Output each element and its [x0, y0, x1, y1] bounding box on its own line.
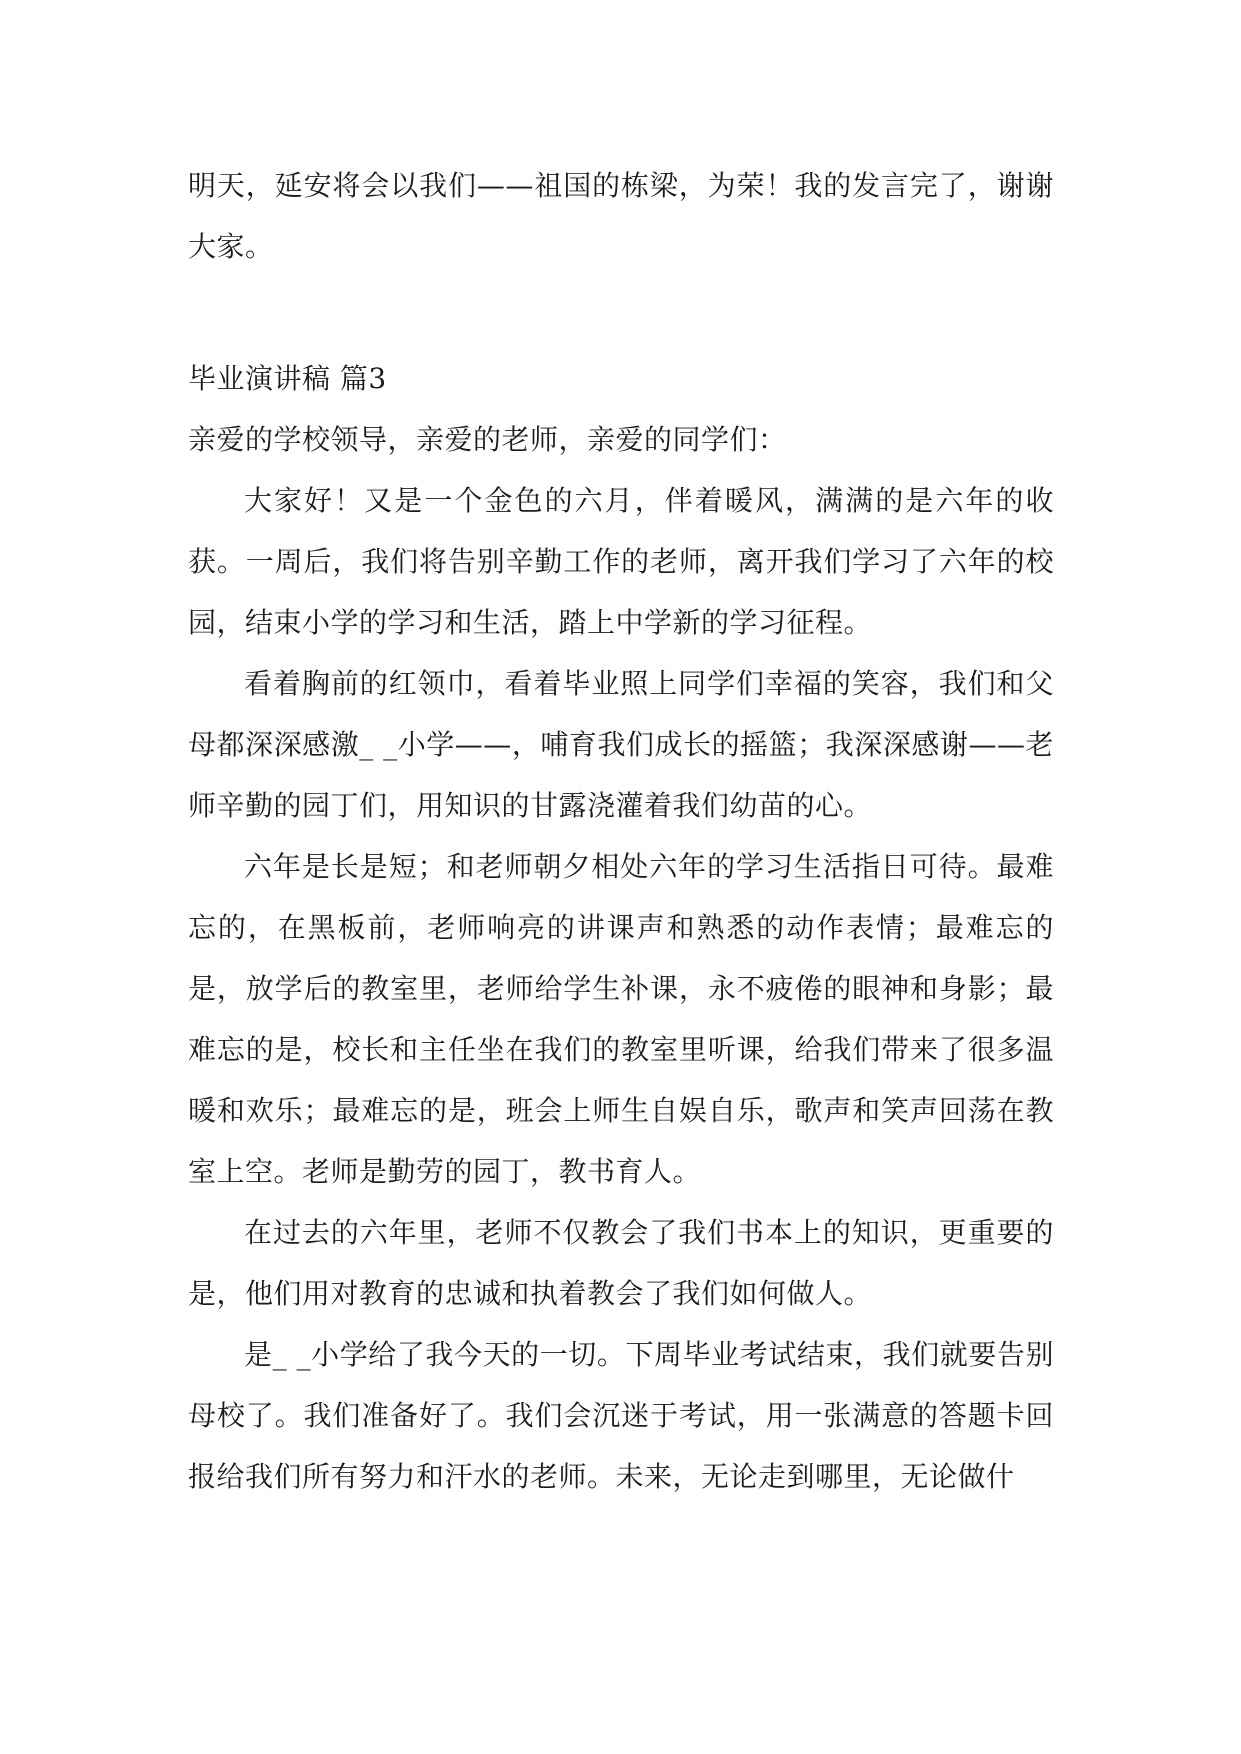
body-paragraph: 是_ _小学给了我今天的一切。下周毕业考试结束，我们就要告别母校了。我们准备好了。我们会沉迷于考试，用一张满意的答题卡回报给我们所有努力和汗水的老师。未来，无论走到哪里，无论做什	[188, 1338, 1054, 1493]
body-paragraph: 大家好！又是一个金色的六月，伴着暖风，满满的是六年的收获。一周后，我们将告别辛勤工作的老师，离开我们学习了六年的校园，结束小学的学习和生活，踏上中学新的学习征程。	[188, 484, 1054, 639]
body-paragraph: 在过去的六年里，老师不仅教会了我们书本上的知识，更重要的是，他们用对教育的忠诚和执着教会了我们如何做人。	[188, 1216, 1054, 1310]
body-paragraph: 看着胸前的红领巾，看着毕业照上同学们幸福的笑容，我们和父母都深深感激_ _小学——，哺育我们成长的摇篮；我深深感谢——老师辛勤的园丁们，用知识的甘露浇灌着我们幼苗的心。	[188, 667, 1054, 822]
greeting-line: 亲爱的学校领导，亲爱的老师，亲爱的同学们：	[188, 423, 787, 456]
section-title-text: 毕业演讲稿 篇3	[188, 362, 387, 395]
section-title	[188, 348, 1054, 409]
body-paragraphs	[188, 470, 1054, 1507]
intro-paragraph: 明天，延安将会以我们——祖国的栋梁，为荣！我的发言完了，谢谢大家。	[188, 169, 1054, 263]
body-paragraph: 六年是长是短；和老师朝夕相处六年的学习生活指日可待。最难忘的，在黑板前，老师响亮的讲课声和熟悉的动作表情；最难忘的是，放学后的教室里，老师给学生补课，永不疲倦的眼神和身影；最难忘的是，校长和主任坐在我们的教室里听课，给我们带来了很多温暖和欢乐；最难忘的是，班会上师生自娱自乐，歌声和笑声回荡在教室上空。老师是勤劳的园丁，教书育人。	[188, 850, 1054, 1188]
